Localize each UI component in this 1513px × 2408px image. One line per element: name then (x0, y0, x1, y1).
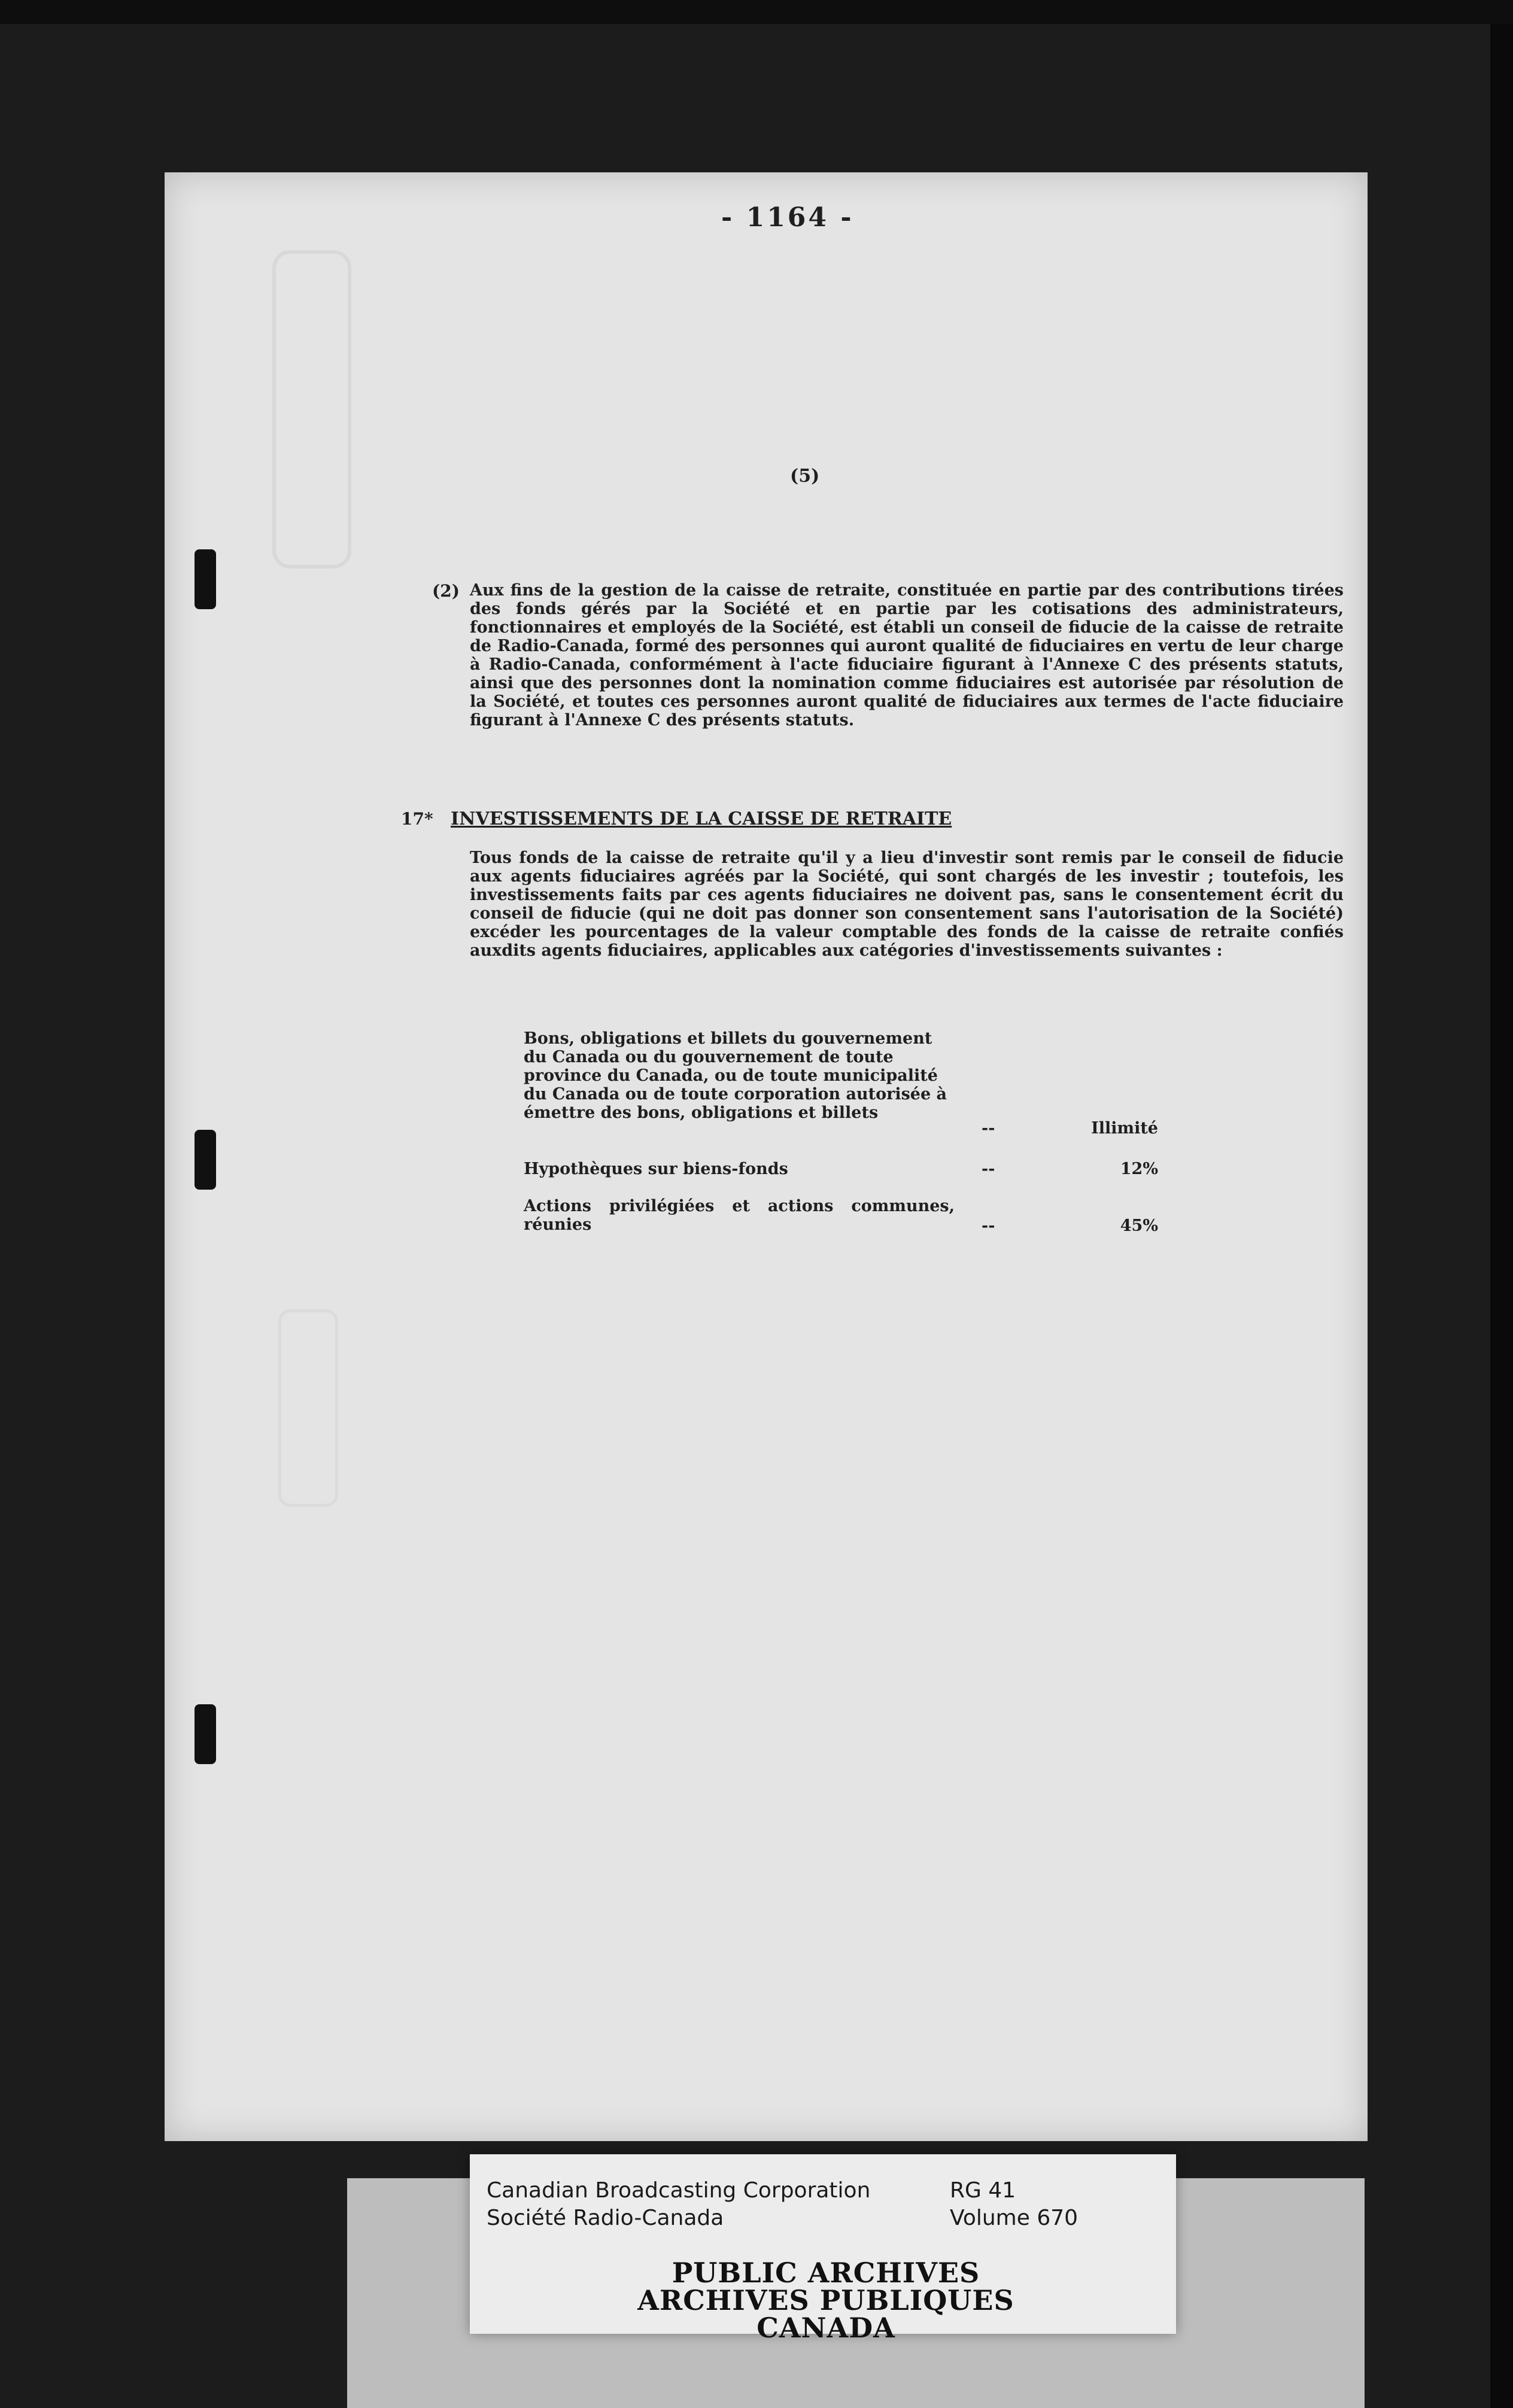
investment-row-bonds-category: Bons, obligations et billets du gouvernement du Canada ou du gouvernement de toute province du Canada, ou de toute municipalité du Canada ou de toute corporation autorisée à émettre des bons, obligations et billets (524, 1029, 947, 1122)
paragraph-2-label: (2) (432, 581, 460, 601)
investment-row-shares-limit: 45% (1120, 1217, 1158, 1235)
label-volume: Volume 670 (950, 2206, 1078, 2230)
film-frame-right (1490, 24, 1513, 2408)
investment-row-bonds-limit: Illimité (1091, 1119, 1158, 1138)
stamp-line-3: CANADA (756, 2312, 895, 2344)
page-number: - 1164 - (721, 202, 854, 233)
public-archives-stamp (527, 2259, 1125, 2342)
investment-row-mortgages-category: Hypothèques sur biens-fonds (524, 1160, 788, 1178)
stamp-line-1: PUBLIC ARCHIVES (672, 2257, 980, 2289)
investment-row-shares-category: Actions privilégiées et actions communes, réunies (524, 1197, 955, 1234)
paragraph-2-text: Aux fins de la gestion de la caisse de retraite, constituée en partie par des contributions tirées des fonds gérés par la Société et en partie par les cotisations des administrateurs, fonctionnaires et employés de la Société, est établi un conseil de fiducie de la caisse de retraite de Radio-Canada, formé des personnes qui auront qualité de fiduciaires en vertu de leur charge à Radio-Canada, conformément à l'acte fiduciaire figurant à l'Annexe C des présents statuts, ainsi que des personnes dont la nomination comme fiduciaires est autorisée par résolution de la Société, et toutes ces personnes auront qualité de fiduciaires aux termes de l'acte fiduciaire figurant à l'Annexe C des présents statuts. (470, 581, 1344, 729)
label-org-en: Canadian Broadcasting Corporation (487, 2178, 871, 2203)
punch-hole-top (195, 549, 216, 609)
label-org-fr: Société Radio-Canada (487, 2206, 724, 2230)
section-number: (5) (790, 466, 820, 487)
document-page (165, 172, 1368, 2141)
investment-row-mortgages-limit: 12% (1120, 1160, 1158, 1178)
punch-hole-middle (195, 1130, 216, 1190)
punch-hole-bottom (195, 1704, 216, 1764)
article-17-number: 17* (401, 809, 433, 829)
label-record-group: RG 41 (950, 2178, 1016, 2203)
article-17-text: Tous fonds de la caisse de retraite qu'il y a lieu d'investir sont remis par le conseil de fiducie aux agents fiduciaires agréés par la Société, qui sont chargés de les investir ; toutefois, les investissements faits par ces agents fiduciaires ne doivent pas, sans le consentement écrit du conseil de fiducie (qui ne doit pas donner son consentement sans l'autorisation de la Société) excéder les pourcentages de la valeur comptable des fonds de la caisse de retraite confiés auxdits agents fiduciaires, applicables aux catégories d'investissements suivantes : (470, 849, 1344, 960)
investment-row-mortgages-dash: -- (982, 1160, 995, 1178)
investment-row-shares-dash: -- (982, 1217, 995, 1235)
bleed-through-mark (272, 250, 351, 568)
article-17-heading: INVESTISSEMENTS DE LA CAISSE DE RETRAITE (451, 808, 952, 829)
bleed-through-mark-lower (278, 1309, 338, 1507)
film-frame-top (0, 0, 1513, 24)
stamp-line-2: ARCHIVES PUBLIQUES (637, 2284, 1014, 2316)
investment-row-bonds-dash: -- (982, 1119, 995, 1138)
